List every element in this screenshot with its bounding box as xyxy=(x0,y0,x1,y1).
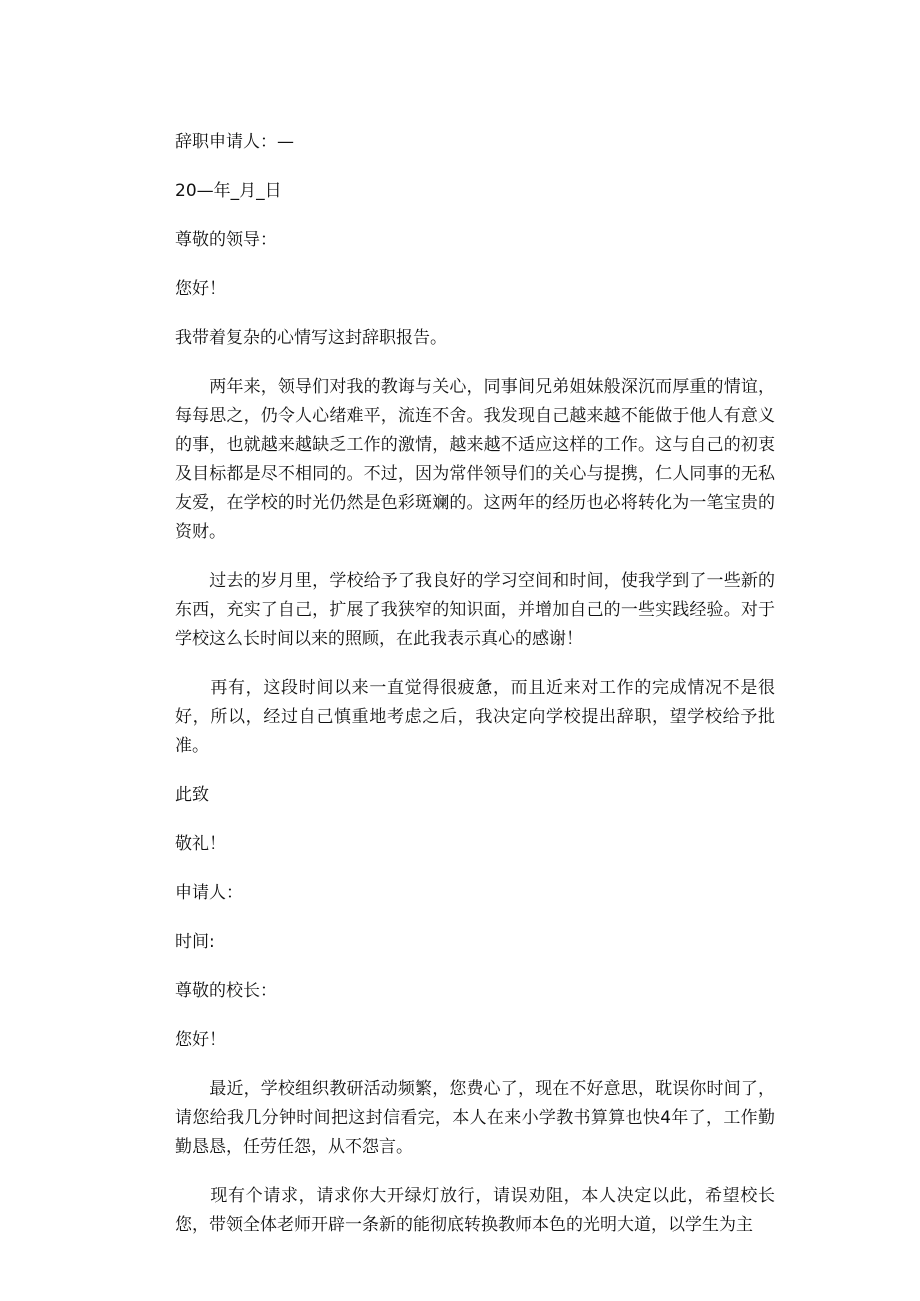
body-paragraph: 两年来，领导们对我的教诲与关心，同事间兄弟姐妹般深沉而厚重的情谊，每每思之，仍令人心绪难平，流连不舍。我发现自己越来越不能做于他人有意义的事，也就越来越缺乏工作的激情，越来越不适应这样的工作。这与自己的初衷及目标都是尽不相同的。不过，因为常伴领导们的关心与提携，仁人同事的无私友爱，在学校的时光仍然是色彩斑斓的。这两年的经历也必将转化为一笔宝贵的资财。 xyxy=(175,377,775,542)
closing-line: 此致 xyxy=(175,785,209,805)
applicant-signature: 申请人： xyxy=(175,883,243,903)
applicant-header: 辞职申请人：— xyxy=(175,132,294,152)
second-salutation: 尊敬的校长： xyxy=(175,981,277,1001)
body-paragraph: 过去的岁月里，学校给予了我良好的学习空间和时间，使我学到了一些新的东西，充实了自己，扩展了我狭窄的知识面，并增加自己的一些实践经验。对于学校这么长时间以来的照顾，在此我表示真心的感谢！ xyxy=(175,571,775,649)
time-line: 时间: xyxy=(175,932,215,952)
body-paragraph: 现有个请求，请求你大开绿灯放行，请误劝阻，本人决定以此，希望校长您，带领全体老师开辟一条新的能彻底转换教师本色的光明大道，以学生为主 xyxy=(175,1186,775,1235)
date-line: 20—年_月_日 xyxy=(175,181,282,201)
greeting: 您好！ xyxy=(175,279,226,299)
body-paragraph: 再有，这段时间以来一直觉得很疲惫，而且近来对工作的完成情况不是很好，所以，经过自己慎重地考虑之后，我决定向学校提出辞职，望学校给予批准。 xyxy=(175,678,775,756)
salutation: 尊敬的领导： xyxy=(175,230,277,250)
closing-regards: 敬礼！ xyxy=(175,834,226,854)
intro-line: 我带着复杂的心情写这封辞职报告。 xyxy=(175,328,447,348)
body-paragraph: 最近，学校组织教研活动频繁，您费心了，现在不好意思，耽误你时间了，请您给我几分钟时间把这封信看完，本人在来小学教书算算也快4年了，工作勤勤恳恳，任劳任怨，从不怨言。 xyxy=(175,1079,775,1157)
document-body xyxy=(175,128,775,1260)
second-greeting: 您好！ xyxy=(175,1030,226,1050)
